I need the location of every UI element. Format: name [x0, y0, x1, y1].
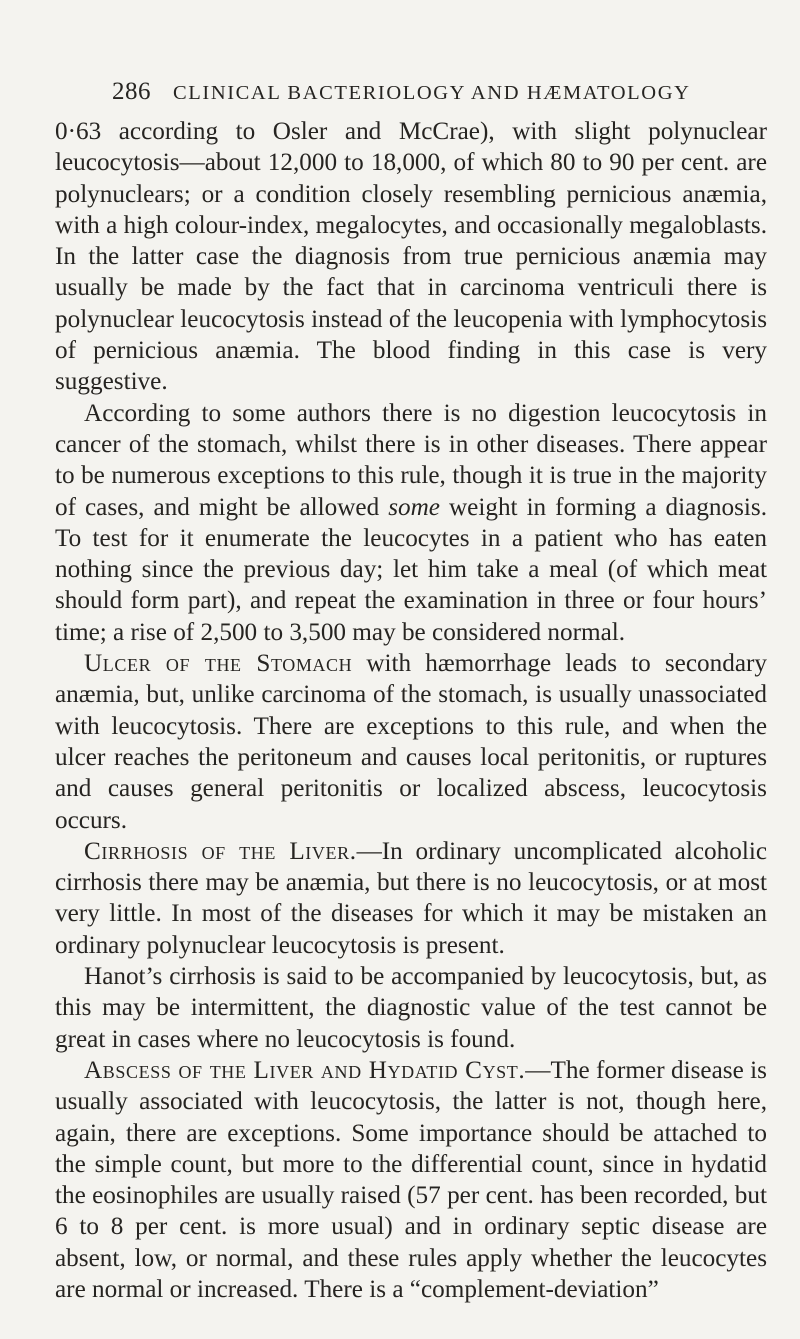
section-heading: Ulcer of the Stomach: [84, 650, 353, 678]
paragraph-text: with hæmorrhage leads to secondary anæmia, but, unlike carcinoma of the stomach, is usually unassociated with leucocytosis. There are exceptions to this rule, and when the ulcer reaches the peritoneum and causes local peritonitis, or ruptures and causes general peritonitis or localized abscess, leucocytosis occurs.: [55, 650, 767, 834]
running-title: CLINICAL BACTERIOLOGY AND HÆMATOLOGY: [173, 82, 691, 104]
section-heading: Abscess of the Liver and Hydatid Cyst.: [84, 1056, 526, 1084]
paragraph-abscess-hydatid: [55, 1055, 767, 1305]
paragraph-cirrhosis-of-liver: [55, 836, 767, 961]
paragraph-carcinoma-blood: 0·63 according to Osler and McCrae), with slight polynuclear leucocytosis—about 12,000 to 18,000, of which 80 to 90 per cent. are polynuclears; or a condition closely resembling pernicious anæmia, with a high colour-index, megalocytes, and occasionally megaloblasts. In the latter case the diagnosis from true pernicious anæmia may usually be made by the fact that in carcinoma ventriculi there is polynuclear leucocytosis instead of the leucopenia with lymphocytosis of pernicious anæmia. The blood finding in this case is very suggestive.: [55, 118, 767, 396]
body-text: [55, 116, 767, 1305]
emphasis-text: some: [388, 493, 440, 521]
page-number: 286: [112, 78, 151, 105]
paragraph-text: weight in forming a diagnosis. To test for it enumerate the leucocytes in a patient who has eaten nothing since the previous day; let him take a meal (of which meat should form part), and repeat the examination in three or four hours’ time; a rise of 2,500 to 3,500 may be considered normal.: [55, 493, 767, 646]
running-header: [112, 78, 712, 112]
paragraph-digestion-leucocytosis: [55, 398, 767, 648]
paragraph-ulcer-of-stomach: [55, 648, 767, 836]
paragraph-text: According to some authors there is no digestion leucocytosis in cancer of the stomach, whilst there is in other diseases. There appear to be numerous exceptions to this rule, though it is true in the majority of cases, and might be allowed: [55, 399, 767, 521]
paragraph-text: —The former disease is usually associated with leucocytosis, the latter is not, though here, again, there are exceptions. Some importance should be attached to the simple count, but more to the differential count, since in hydatid the eosinophiles are usually raised (57 per cent. has been recorded, but 6 to 8 per cent. is more usual) and in ordinary septic disease are absent, low, or normal, and these rules apply whether the leucocytes are normal or increased. There is a “complement-deviation”: [55, 1056, 767, 1303]
paragraph-hanots-cirrhosis: Hanot’s cirrhosis is said to be accompanied by leucocytosis, but, as this may be intermittent, the diagnostic value of the test cannot be great in cases where no leucocytosis is found.: [55, 963, 767, 1053]
paragraph-text: —In ordinary uncomplicated alcoholic cirrhosis there may be anæmia, but there is no leucocytosis, or at most very little. In most of the diseases for which it may be mistaken an ordinary polynuclear leucocytosis is present.: [55, 837, 767, 959]
section-heading: Cirrhosis of the Liver.: [84, 837, 357, 865]
